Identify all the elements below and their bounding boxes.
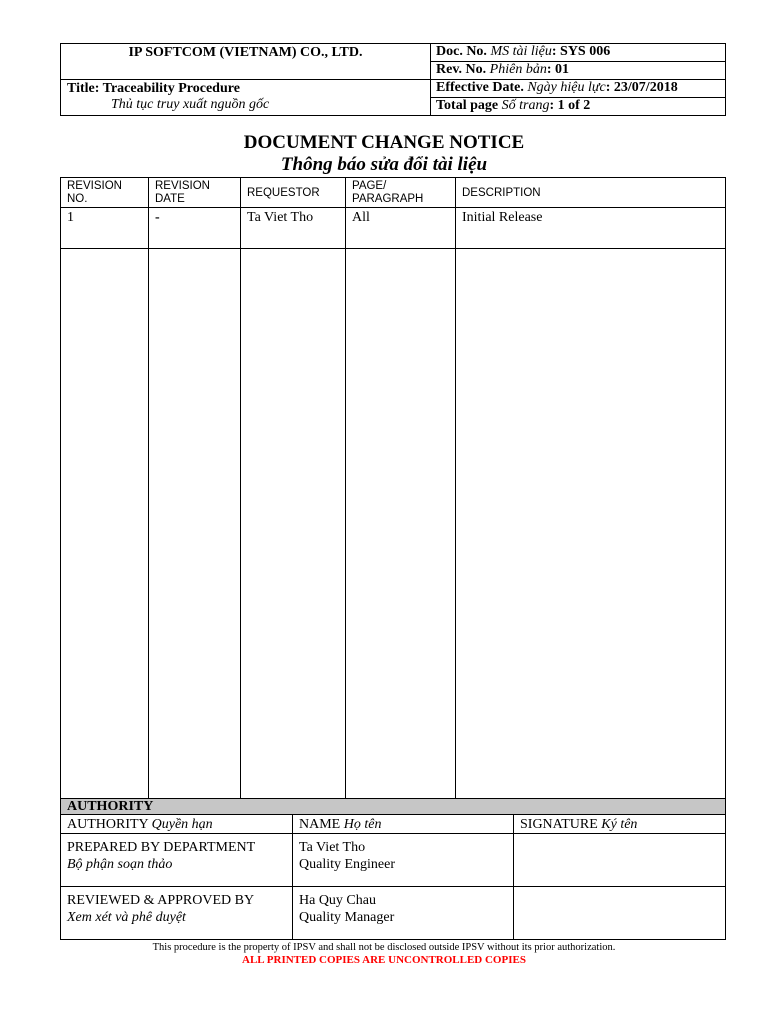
col-authority: AUTHORITY Quyền hạn: [61, 815, 293, 834]
notice-title: DOCUMENT CHANGE NOTICE: [243, 132, 525, 153]
approved-by-signature: [514, 887, 726, 940]
total-page-cell: Total page Số trang: 1 of 2: [431, 98, 726, 116]
company-name: IP SOFTCOM (VIETNAM) CO., LTD.: [61, 44, 431, 80]
col-description: DESCRIPTION: [456, 178, 726, 208]
document-header: [60, 43, 726, 116]
revision-header-row: [61, 178, 726, 208]
authority-band: AUTHORITY: [61, 799, 726, 815]
notice-subtitle: Thông báo sửa đổi tài liệu: [280, 154, 488, 175]
doc-no-cell: Doc. No. MS tài liệu: SYS 006: [431, 44, 726, 62]
revision-table: [60, 177, 726, 801]
page-value: All: [346, 208, 456, 249]
revision-no-value: 1: [61, 208, 149, 249]
property-notice: This procedure is the property of IPSV and shall not be disclosed outside IPSV without its prior authorization.: [152, 942, 616, 953]
col-name: NAME Họ tên: [293, 815, 514, 834]
empty-row: [61, 249, 726, 801]
rev-no-cell: Rev. No. Phiên bản: 01: [431, 62, 726, 80]
document-title-vi: Thủ tục truy xuất nguồn gốc: [111, 97, 270, 112]
prepared-by-signature: [514, 834, 726, 887]
authority-table: [60, 798, 726, 940]
table-row: [61, 887, 726, 940]
uncontrolled-copies-notice: ALL PRINTED COPIES ARE UNCONTROLLED COPIES: [242, 954, 526, 966]
prepared-by-role: PREPARED BY DEPARTMENT Bộ phận soạn thảo: [61, 834, 293, 887]
col-requestor: REQUESTOR: [241, 178, 346, 208]
prepared-by-name: Ta Viet Tho Quality Engineer: [293, 834, 514, 887]
revision-date-value: -: [149, 208, 241, 249]
col-signature: SIGNATURE Ký tên: [514, 815, 726, 834]
requestor-value: Ta Viet Tho: [241, 208, 346, 249]
approved-by-role: REVIEWED & APPROVED BY Xem xét và phê duyệt: [61, 887, 293, 940]
col-page-paragraph: PAGE/ PARAGRAPH: [346, 178, 456, 208]
effective-date-cell: Effective Date. Ngày hiệu lực: 23/07/2018: [431, 80, 726, 98]
document-title: Title: Traceability Procedure Thủ tục truy xuất nguồn gốc: [61, 80, 431, 116]
table-row: [61, 834, 726, 887]
approved-by-name: Ha Quy Chau Quality Manager: [293, 887, 514, 940]
authority-header-row: [61, 815, 726, 834]
col-revision-no: REVISION NO.: [61, 178, 149, 208]
description-value: Initial Release: [456, 208, 726, 249]
col-revision-date: REVISION DATE: [149, 178, 241, 208]
table-row: [61, 208, 726, 249]
